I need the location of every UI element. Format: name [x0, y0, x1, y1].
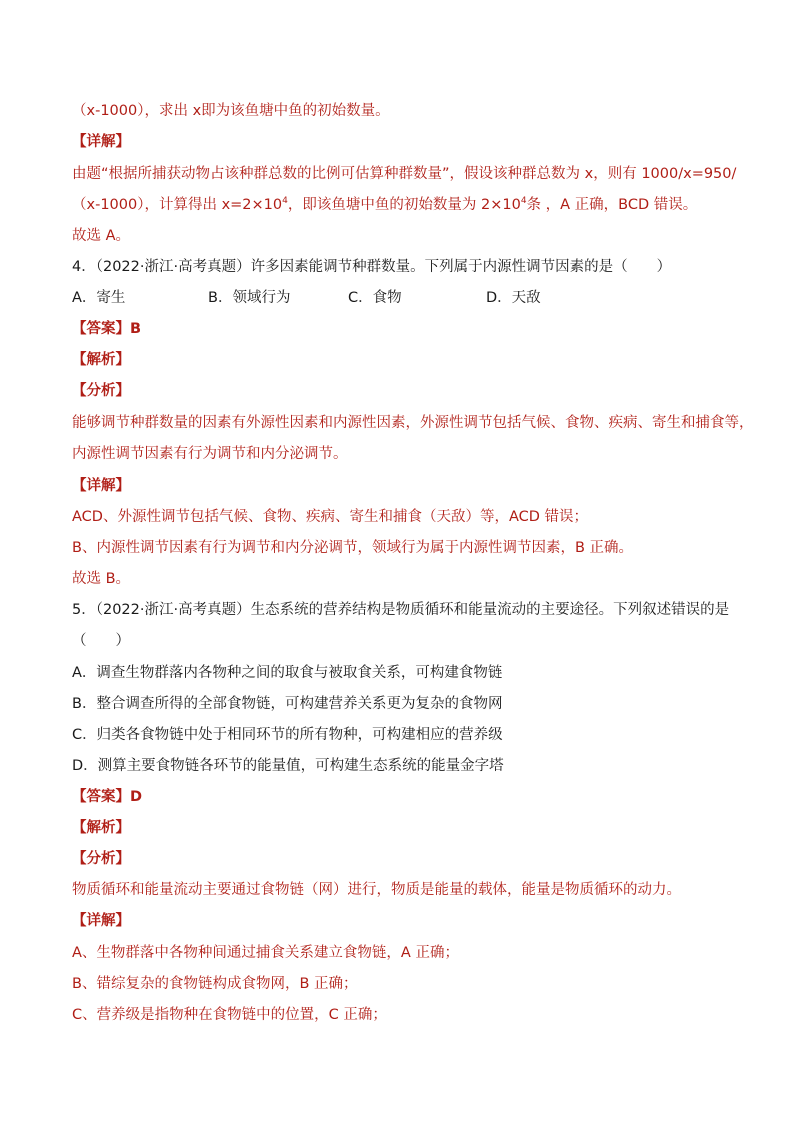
- detail-line: B、内源性调节因素有行为调节和内分泌调节，领域行为属于内源性调节因素，B 正确。: [72, 540, 634, 556]
- analysis-label: 【解析】: [72, 352, 130, 368]
- fenxi-line: 物质循环和能量流动主要通过食物链（网）进行，物质是能量的载体，能量是物质循环的动力。: [72, 882, 681, 898]
- option-c: C．归类各食物链中处于相同环节的所有物种，可构建相应的营养级: [72, 727, 503, 743]
- option-b: B．领域行为: [208, 290, 291, 306]
- analysis-label: 【解析】: [72, 820, 130, 836]
- option-a: A．调查生物群落内各物种之间的取食与被取食关系，可构建食物链: [72, 665, 503, 681]
- detail-label: 【详解】: [72, 913, 130, 929]
- question-5-stem: 5．（2022·浙江·高考真题）生态系统的营养结构是物质循环和能量流动的主要途径。下列叙述错误的是: [72, 602, 730, 618]
- option-d: D．测算主要食物链各环节的能量值，可构建生态系统的能量金字塔: [72, 758, 504, 774]
- intro-line: （x-1000），求出 x即为该鱼塘中鱼的初始数量。: [72, 103, 390, 119]
- detail-line: B、错综复杂的食物链构成食物网，B 正确；: [72, 976, 358, 992]
- option-c: C．食物: [348, 290, 402, 306]
- conclusion: 故选 B。: [72, 571, 131, 587]
- option-d: D．天敌: [486, 290, 541, 306]
- question-5-stem-cont: （ ）: [72, 633, 130, 649]
- detail-text: （x-1000），计算得出 x=2×10: [72, 197, 283, 213]
- fenxi-label: 【分析】: [72, 383, 130, 399]
- fenxi-label: 【分析】: [72, 851, 130, 867]
- detail-line: C、营养级是指物种在食物链中的位置，C 正确；: [72, 1007, 387, 1023]
- detail-line: 由题“根据所捕获动物占该种群总数的比例可估算种群数量”，假设该种群总数为 x，则有 1000/x=950/: [72, 166, 737, 182]
- detail-text: ，即该鱼塘中鱼的初始数量为 2×10: [287, 197, 521, 213]
- detail-label: 【详解】: [72, 478, 130, 494]
- conclusion: 故选 A。: [72, 228, 131, 244]
- answer-line: [72, 787, 734, 807]
- detail-line: A、生物群落中各物种间通过捕食关系建立食物链，A 正确；: [72, 945, 459, 961]
- exponent: 4: [520, 196, 527, 207]
- answer-label: 【答案】: [72, 789, 130, 805]
- option-a: A．寄生: [72, 290, 126, 306]
- detail-line: ACD、外源性调节包括气候、食物、疾病、寄生和捕食（天敌）等，ACD 错误；: [72, 509, 589, 525]
- answer-label: 【答案】: [72, 321, 130, 337]
- detail-header: 【详解】: [72, 134, 130, 150]
- answer-value: B: [130, 321, 142, 337]
- exponent: 4: [282, 196, 288, 207]
- fenxi-line: 能够调节种群数量的因素有外源性因素和内源性因素，外源性调节包括气候、食物、疾病、寄生和捕食等，: [72, 415, 754, 431]
- detail-text: 条 ，A 正确，BCD 错误。: [526, 197, 698, 213]
- answer-line: [72, 319, 734, 339]
- fenxi-line: 内源性调节因素有行为调节和内分泌调节。: [72, 446, 348, 462]
- option-b: B．整合调查所得的全部食物链，可构建营养关系更为复杂的食物网: [72, 696, 503, 712]
- answer-value: D: [130, 789, 143, 805]
- question-4-stem: 4．（2022·浙江·高考真题）许多因素能调节种群数量。下列属于内源性调节因素的是（ ）: [72, 259, 672, 275]
- detail-line-with-exponent: [72, 195, 734, 215]
